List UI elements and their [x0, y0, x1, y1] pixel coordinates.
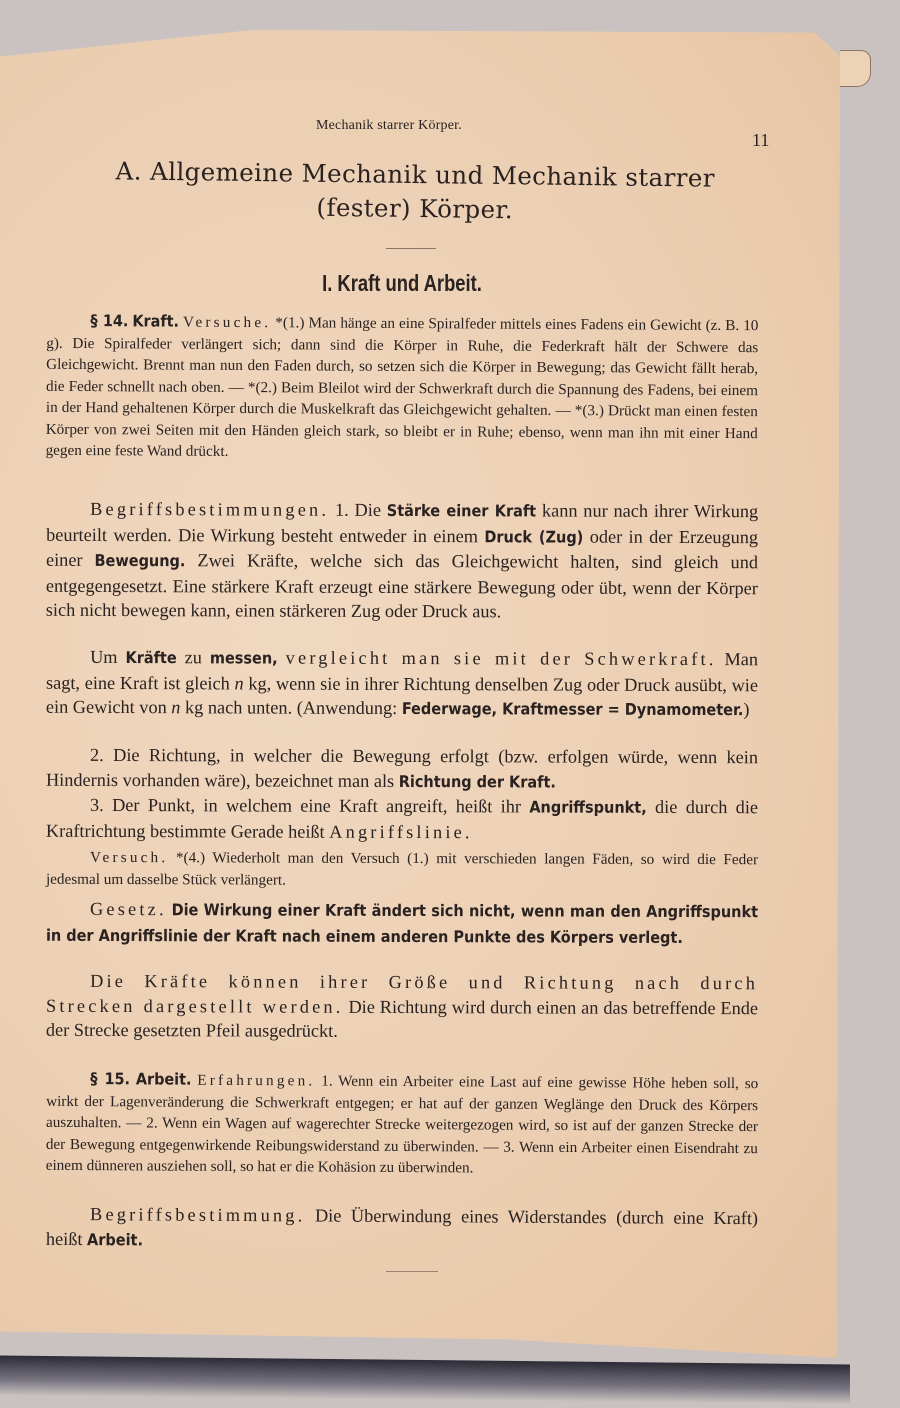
text: Die Richtung wird durch einen an das betreffende Ende der Strecke gesetzten Pfeil ausgedrückt. — [45, 996, 759, 1041]
spaced-text: Die Kräfte können ihrer Größe und Richtung nach durch Strecken dargestellt werden. — [45, 970, 759, 1017]
spaced-text: Angriffslinie. — [329, 821, 473, 842]
bold-term: Richtung der Kraft. — [398, 771, 556, 792]
paragraph-label: Erfahrungen. — [197, 1071, 316, 1090]
variable: n — [234, 672, 244, 693]
bold-term: Kräfte — [125, 648, 177, 668]
bold-term: Bewegung. — [94, 550, 186, 571]
paragraph-s14-versuche — [46, 310, 759, 466]
page-number: 11 — [752, 130, 770, 150]
torn-corner — [840, 50, 871, 87]
bold-term: Druck (Zug) — [484, 526, 584, 547]
text: Man sagt, eine Kraft ist gleich — [45, 649, 759, 693]
paragraph-label: Begriffsbestimmung. — [90, 1204, 306, 1226]
text: kg nach unten. (Anwendung: — [185, 697, 398, 718]
text: zu — [184, 647, 202, 668]
bold-term: messen, — [209, 648, 278, 668]
running-head: Mechanik starrer Körper. — [316, 118, 462, 133]
paragraph-gesetz — [46, 897, 758, 950]
paragraph-angriffspunkt — [46, 793, 758, 845]
end-divider — [386, 1271, 438, 1272]
text: 1. Wenn ein Arbeiter eine Last auf eine gewisse Höhe heben soll, so wirkt der Lagenveränderung die Schwerkraft entgegen; er hat auf der ganzen Weglänge den Druck des Körpers auszuhalten. — 2. Wenn ein Wagen auf wagerechter Strecke weitergezogen wird, so ist auf der ganzen Strecke der der Bewegung entgegenwirkende Reibungswiderstand zu überwinden. — 3. Wenn ein Arbeiter einen Eisendraht zu einem dünneren ausziehen soll, so hat er die Kohäsion zu überwinden. — [45, 1072, 759, 1177]
chapter-title: A. Allgemeine Mechanik und Mechanik starrer (fester) Körper. — [115, 156, 715, 225]
section-heading: Kraft. — [132, 311, 180, 331]
section-title: I. Kraft und Arbeit. — [322, 270, 482, 296]
paragraph-label: Gesetz. — [90, 898, 167, 920]
paragraph-versuch-4 — [46, 847, 758, 892]
text: die durch die Kraftrichtung bestimmte Gerade heißt — [45, 796, 759, 842]
section-sign: § 14. — [90, 311, 129, 331]
text: Um — [90, 646, 118, 668]
law-statement: Die Wirkung einer Kraft ändert sich nicht, wenn man den Angriffspunkt in der Angriffslinie der Kraft nach einem anderen Punkte des Körpers verlegt. — [45, 900, 759, 947]
paragraph-richtung — [46, 743, 758, 795]
paragraph-label: Begriffsbestimmungen. — [90, 498, 330, 520]
section-heading: Arbeit. — [135, 1069, 192, 1089]
paragraph-label: Versuch. — [90, 848, 169, 867]
paragraph-messen — [46, 645, 758, 723]
text: Die Überwindung eines Widerstandes (durch eine Kraft) heißt — [45, 1205, 759, 1249]
text: 3. Der Punkt, in welchem eine Kraft angreift, heißt ihr — [90, 794, 522, 817]
paragraph-label: Versuche. — [182, 313, 272, 332]
bold-term: Stärke einer Kraft — [386, 500, 537, 521]
section-sign: § 15. — [90, 1069, 131, 1089]
paragraph-text: *(1.) Man hänge an eine Spiralfeder mittels eines Fadens ein Gewicht (z. B. 10 g). Die Spiralfeder verlängert sich; dann sind die Körper in Ruhe, die Federkraft hält der Schwere das Gleichgewicht. Brennt man nun den Faden durch, so setzen sich die Körper in Bewegung; das Gewicht fällt herab, die Feder schnellt nach oben. — *(2.) Beim Bleilot wird der Schwerkraft durch die Spannung des Fadens, bei einem in der Hand gehaltenen Körper durch die Muskelkraft das Gleichgewicht gehalten. — *(3.) Drückt man einen festen Körper von zwei Seiten mit den Händen gleich stark, so bleibt er in Ruhe; ebenso, wenn man ihn mit einer Hand gegen eine feste Wand drückt. — [45, 314, 759, 460]
text: *(4.) Wiederholt man den Versuch (1.) mit verschieden langen Fäden, so wird die Feder jedesmal um dasselbe Stück verlängert. — [45, 849, 759, 889]
spaced-text: vergleicht man sie mit der Schwerkraft. — [285, 647, 717, 670]
bold-term: Angriffspunkt, — [529, 797, 647, 817]
paragraph-darstellung — [46, 969, 758, 1045]
variable: n — [171, 697, 181, 718]
text: kann nur nach ihrer Wirkung beurteilt werden. Die Wirkung besteht entweder in einem — [46, 500, 759, 546]
bold-term: Arbeit. — [87, 1229, 144, 1249]
bold-term: Federwage, Kraftmesser = Dynamometer. — [401, 698, 744, 720]
paragraph-s15-erfahrungen — [46, 1068, 759, 1181]
text: 2. Die Richtung, in welcher die Bewegung erfolgt (bzw. erfolgen würde, wenn kein Hindernis vorhanden wäre), bezeichnet man als — [45, 744, 759, 791]
divider — [386, 248, 436, 249]
page-shadow — [0, 1356, 850, 1405]
text: oder in der Erzeugung einer — [45, 526, 759, 570]
paragraph-begriffe-1 — [46, 497, 758, 625]
paragraph-begriff-arbeit — [46, 1202, 758, 1256]
text: kg, wenn sie in ihrer Richtung denselben Zug oder Druck ausübt, wie ein Gewicht von — [45, 672, 759, 718]
text: ) — [743, 699, 750, 720]
text: 1. Die — [334, 499, 382, 520]
text: Zwei Kräfte, welche sich das Gleichgewicht halten, sind gleich und entgegengesetzt. Eine stärkere Kraft erzeugt eine stärkere Bewegung oder übt, wenn der Körper sich nicht bewegen kann, einen stärkeren Zug oder Druck aus. — [45, 550, 759, 622]
